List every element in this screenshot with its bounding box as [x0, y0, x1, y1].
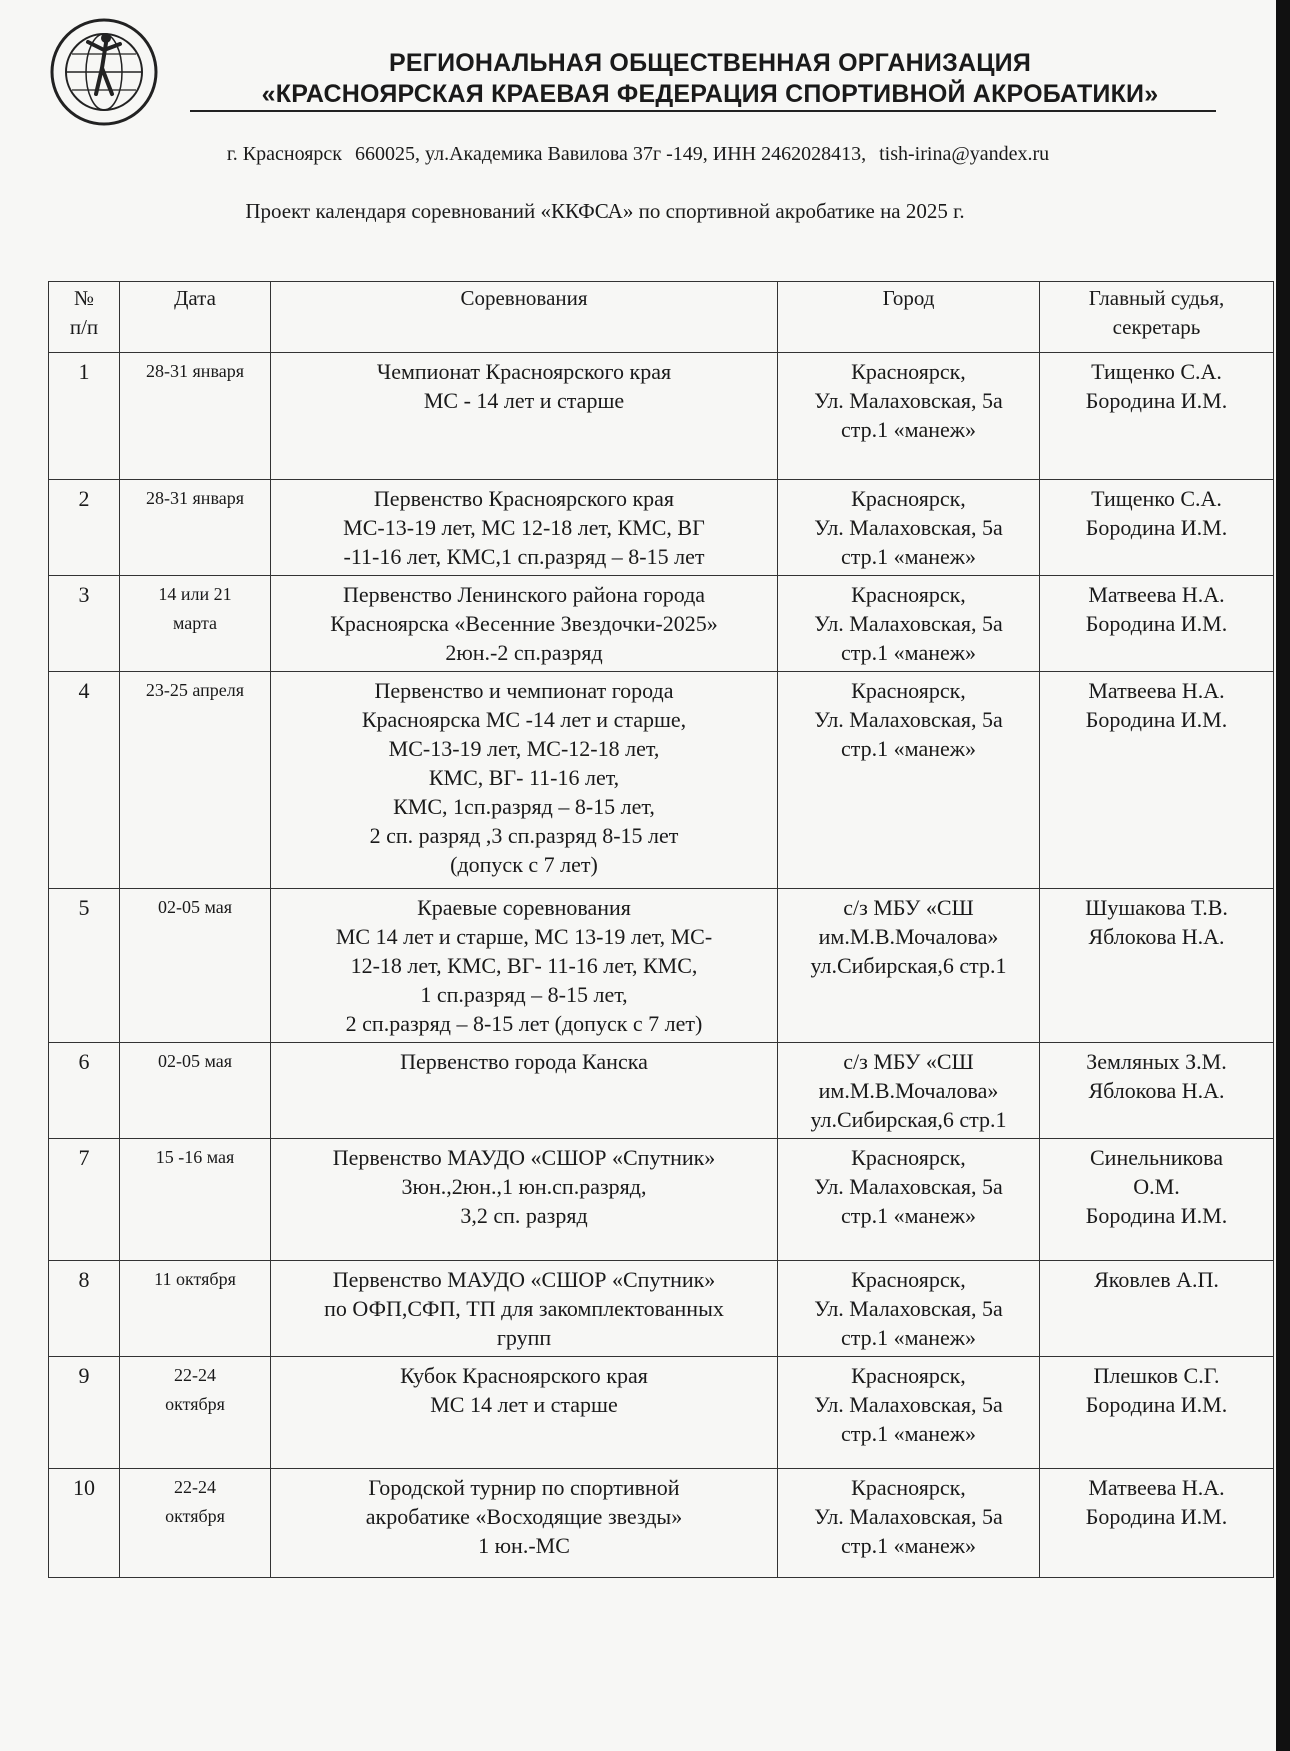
row-competition: Кубок Красноярского края МС 14 лет и старше — [271, 1357, 778, 1469]
row-city: Красноярск, Ул. Малаховская, 5а стр.1 «манеж» — [778, 576, 1040, 672]
address-city: г. Красноярск — [226, 143, 342, 165]
column-header-judge: Главный судья, секретарь — [1040, 282, 1274, 353]
row-number: 10 — [49, 1469, 120, 1578]
row-judge: Матвеева Н.А. Бородина И.М. — [1040, 672, 1274, 889]
row-competition: Первенство Ленинского района города Красноярска «Весенние Звездочки-2025» 2юн.-2 сп.разряд — [271, 576, 778, 672]
row-number: 9 — [49, 1357, 120, 1469]
table-header-row — [49, 282, 1274, 353]
row-judge: Тищенко С.А. Бородина И.М. — [1040, 480, 1274, 576]
header-divider — [190, 110, 1216, 112]
row-competition: Чемпионат Красноярского края МС - 14 лет и старше — [271, 353, 778, 480]
table-row — [49, 672, 1274, 889]
row-number: 2 — [49, 480, 120, 576]
table-row — [49, 353, 1274, 480]
organization-title-line1: РЕГИОНАЛЬНАЯ ОБЩЕСТВЕННАЯ ОРГАНИЗАЦИЯ — [388, 49, 1032, 77]
row-date: 28-31 января — [120, 353, 271, 480]
row-judge: Яковлев А.П. — [1040, 1261, 1274, 1357]
row-date: 22-24 октября — [120, 1357, 271, 1469]
row-number: 3 — [49, 576, 120, 672]
row-city: Красноярск, Ул. Малаховская, 5а стр.1 «манеж» — [778, 672, 1040, 889]
table-row — [49, 1139, 1274, 1261]
row-city: Красноярск, Ул. Малаховская, 5а стр.1 «манеж» — [778, 480, 1040, 576]
row-competition: Первенство Красноярского края МС-13-19 лет, МС 12-18 лет, КМС, ВГ -11-16 лет, КМС,1 сп.разряд – 8-15 лет — [271, 480, 778, 576]
row-city: Красноярск, Ул. Малаховская, 5а стр.1 «манеж» — [778, 353, 1040, 480]
row-competition: Краевые соревнования МС 14 лет и старше, МС 13-19 лет, МС- 12-18 лет, КМС, ВГ- 11-16 лет, КМС, 1 сп.разряд – 8-15 лет, 2 сп.разряд – 8-15 лет (допуск с 7 лет) — [271, 889, 778, 1043]
table-row — [49, 1469, 1274, 1578]
row-date: 02-05 мая — [120, 1043, 271, 1139]
address-street: 660025, ул.Академика Вавилова 37г -149, ИНН 2462028413, — [354, 143, 867, 165]
table-row — [49, 889, 1274, 1043]
row-date: 15 -16 мая — [120, 1139, 271, 1261]
row-judge: Тищенко С.А. Бородина И.М. — [1040, 353, 1274, 480]
row-number: 7 — [49, 1139, 120, 1261]
table-row — [49, 1357, 1274, 1469]
organization-title-line2: «КРАСНОЯРСКАЯ КРАЕВАЯ ФЕДЕРАЦИЯ СПОРТИВНОЙ АКРОБАТИКИ» — [261, 80, 1159, 108]
address-email: tish-irina@yandex.ru — [879, 143, 1050, 165]
row-city: Красноярск, Ул. Малаховская, 5а стр.1 «манеж» — [778, 1357, 1040, 1469]
row-judge: Синельникова О.М. Бородина И.М. — [1040, 1139, 1274, 1261]
competition-schedule-table — [48, 281, 1274, 1578]
row-competition: Первенство МАУДО «СШОР «Спутник» по ОФП,СФП, ТП для закомплектованных групп — [271, 1261, 778, 1357]
row-city: Красноярск, Ул. Малаховская, 5а стр.1 «манеж» — [778, 1261, 1040, 1357]
row-city: с/з МБУ «СШ им.М.В.Мочалова» ул.Сибирская,6 стр.1 — [778, 889, 1040, 1043]
row-competition: Городской турнир по спортивной акробатике «Восходящие звезды» 1 юн.-МС — [271, 1469, 778, 1578]
scan-edge — [1276, 0, 1290, 1751]
table-row — [49, 1043, 1274, 1139]
table-body — [49, 353, 1274, 1578]
document-title: Проект календаря соревнований «ККФСА» по спортивной акробатике на 2025 г. — [245, 199, 965, 223]
row-date: 23-25 апреля — [120, 672, 271, 889]
row-number: 8 — [49, 1261, 120, 1357]
row-city: Красноярск, Ул. Малаховская, 5а стр.1 «манеж» — [778, 1139, 1040, 1261]
row-number: 6 — [49, 1043, 120, 1139]
row-city: с/з МБУ «СШ им.М.В.Мочалова» ул.Сибирская,6 стр.1 — [778, 1043, 1040, 1139]
row-date: 11 октября — [120, 1261, 271, 1357]
column-header-competition: Соревнования — [271, 282, 778, 353]
row-competition: Первенство МАУДО «СШОР «Спутник» 3юн.,2юн.,1 юн.сп.разряд, 3,2 сп. разряд — [271, 1139, 778, 1261]
table-row — [49, 576, 1274, 672]
row-number: 1 — [49, 353, 120, 480]
federation-logo-icon — [48, 16, 160, 128]
column-header-date: Дата — [120, 282, 271, 353]
organization-title — [190, 48, 1230, 110]
row-number: 4 — [49, 672, 120, 889]
column-header-number: № п/п — [49, 282, 120, 353]
table-row — [49, 1261, 1274, 1357]
row-date: 28-31 января — [120, 480, 271, 576]
row-competition: Первенство города Канска — [271, 1043, 778, 1139]
row-number: 5 — [49, 889, 120, 1043]
row-date: 22-24 октября — [120, 1469, 271, 1578]
address-line — [0, 143, 1276, 166]
row-competition: Первенство и чемпионат города Красноярска МС -14 лет и старше, МС-13-19 лет, МС-12-18 лет, КМС, ВГ- 11-16 лет, КМС, 1сп.разряд – 8-15 лет, 2 сп. разряд ,3 сп.разряд 8-15 лет (допуск с 7 лет) — [271, 672, 778, 889]
row-date: 14 или 21 марта — [120, 576, 271, 672]
row-judge: Плешков С.Г. Бородина И.М. — [1040, 1357, 1274, 1469]
row-judge: Земляных З.М. Яблокова Н.А. — [1040, 1043, 1274, 1139]
row-judge: Матвеева Н.А. Бородина И.М. — [1040, 576, 1274, 672]
row-judge: Матвеева Н.А. Бородина И.М. — [1040, 1469, 1274, 1578]
row-judge: Шушакова Т.В. Яблокова Н.А. — [1040, 889, 1274, 1043]
row-city: Красноярск, Ул. Малаховская, 5а стр.1 «манеж» — [778, 1469, 1040, 1578]
table-row — [49, 480, 1274, 576]
column-header-city: Город — [778, 282, 1040, 353]
row-date: 02-05 мая — [120, 889, 271, 1043]
